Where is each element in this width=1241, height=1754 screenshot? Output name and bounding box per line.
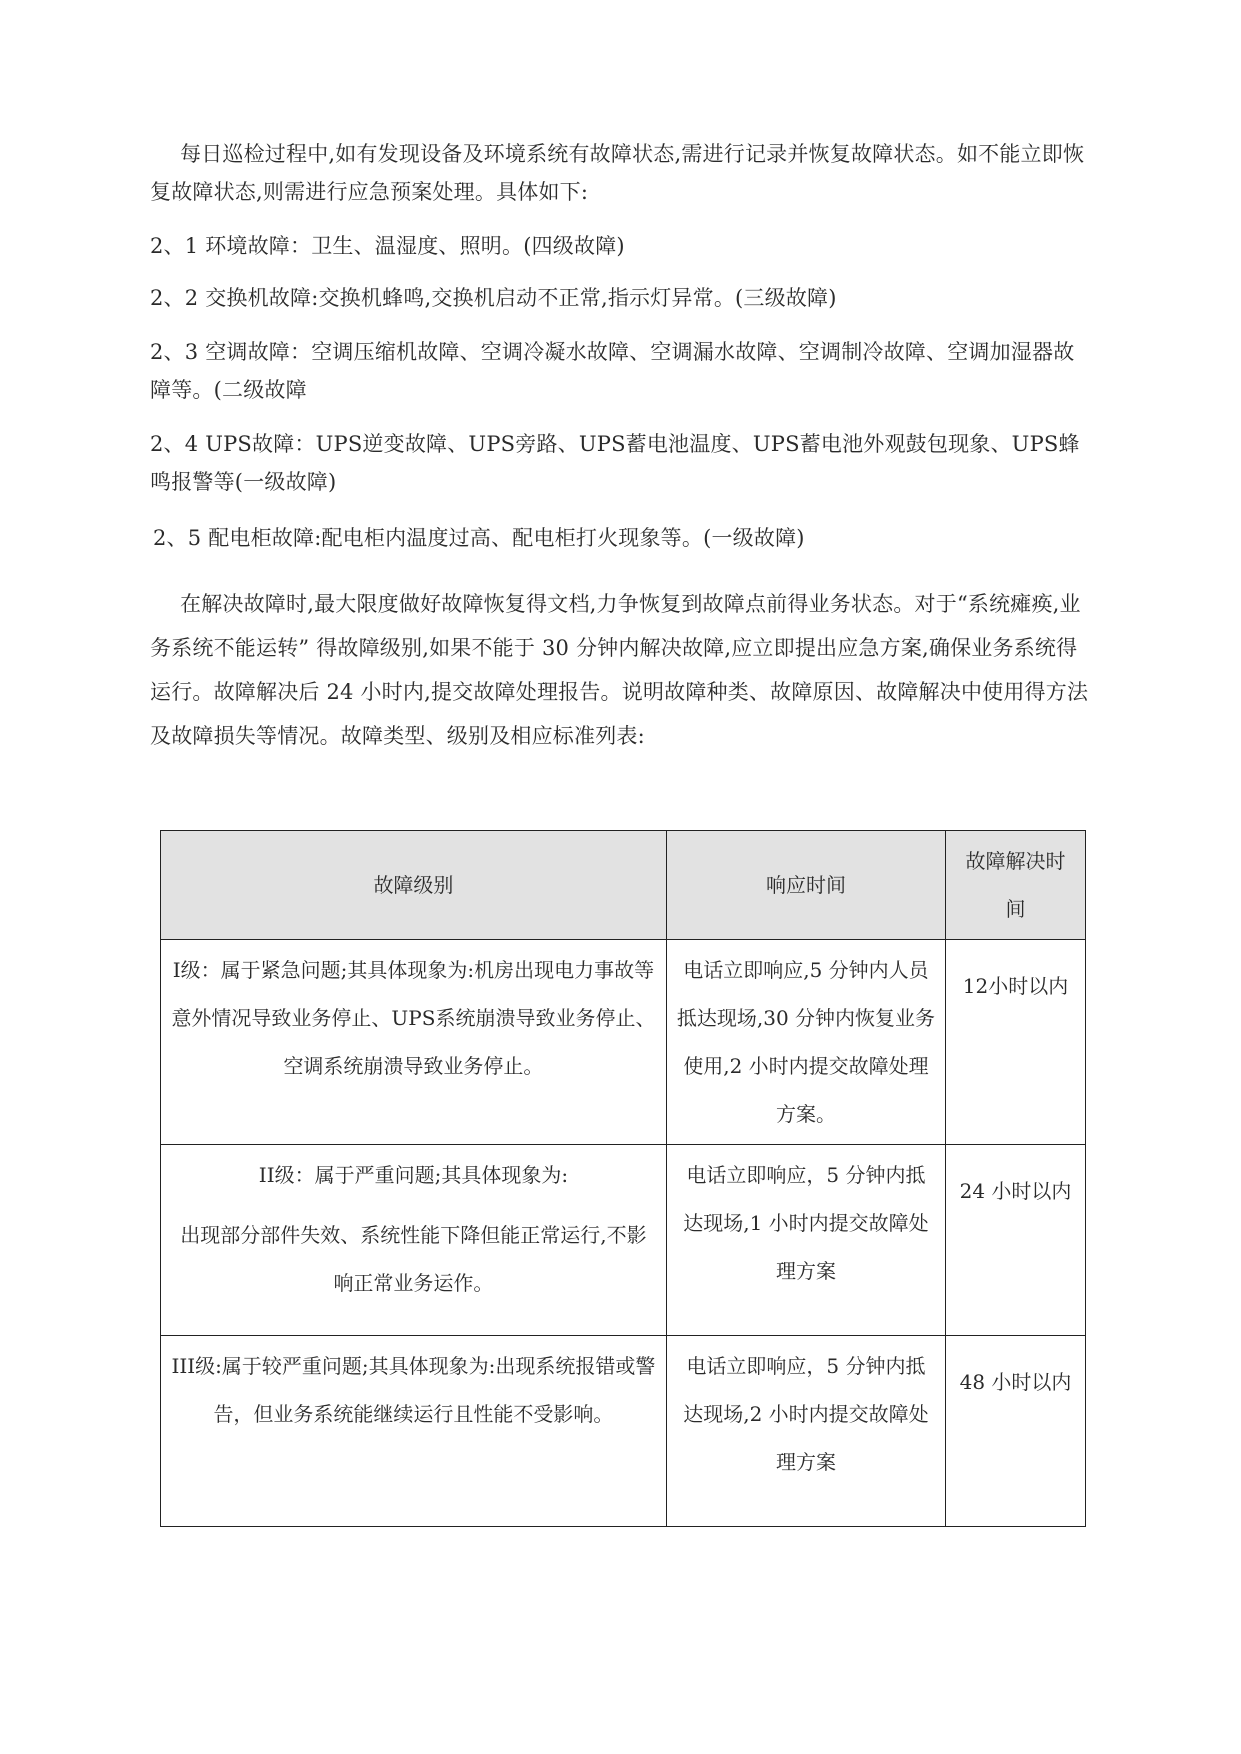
response-cell: 电话立即响应,5 分钟内人员抵达现场,30 分钟内恢复业务使用,2 小时内提交故障处理方案。 bbox=[666, 940, 945, 1145]
fault-item-aircon: 2、3 空调故障：空调压缩机故障、空调冷凝水故障、空调漏水故障、空调制冷故障、空调加湿器故障等。(二级故障 bbox=[150, 340, 1075, 402]
table-row bbox=[161, 1145, 1086, 1336]
resolve-time-cell bbox=[946, 1336, 1086, 1527]
level-cell: I级：属于紧急问题;其具体现象为:机房出现电力事故等意外情况导致业务停止、UPS系统崩溃导致业务停止、空调系统崩溃导致业务停止。 bbox=[161, 940, 667, 1145]
level-summary: II级：属于严重问题;其具体现象为: bbox=[258, 1163, 569, 1187]
fault-item-distribution-cabinet: 2、5 配电柜故障:配电柜内温度过高、配电柜打火现象等。(一级故障) bbox=[153, 526, 805, 550]
fault-level-table bbox=[160, 830, 1086, 1527]
resolve-time-text: 24 小时以内 bbox=[959, 1179, 1072, 1203]
resolve-time-cell bbox=[946, 940, 1086, 1145]
header-resolve-time: 故障解决时间 bbox=[946, 831, 1086, 940]
fault-item-environment: 2、1 环境故障：卫生、温湿度、照明。(四级故障) bbox=[150, 234, 625, 258]
intro-paragraph: 每日巡检过程中,如有发现设备及环境系统有故障状态,需进行记录并恢复故障状态。如不能立即恢复故障状态,则需进行应急预案处理。具体如下: bbox=[150, 142, 1085, 204]
level-cell: III级:属于较严重问题;其具体现象为:出现系统报错或警告，但业务系统能继续运行且性能不受影响。 bbox=[161, 1336, 667, 1527]
header-fault-level: 故障级别 bbox=[161, 831, 667, 940]
response-cell: 电话立即响应，5 分钟内抵达现场,1 小时内提交故障处理方案 bbox=[666, 1145, 945, 1336]
fault-item-ups: 2、4 UPS故障：UPS逆变故障、UPS旁路、UPS蓄电池温度、UPS蓄电池外观鼓包现象、UPS蜂鸣报警等(一级故障) bbox=[150, 432, 1080, 494]
resolve-time-text: 12小时以内 bbox=[962, 974, 1069, 998]
header-response-time: 响应时间 bbox=[666, 831, 945, 940]
response-cell: 电话立即响应，5 分钟内抵达现场,2 小时内提交故障处理方案 bbox=[666, 1336, 945, 1527]
table-row bbox=[161, 940, 1086, 1145]
fault-item-switch: 2、2 交换机故障:交换机蜂鸣,交换机启动不正常,指示灯异常。(三级故障) bbox=[150, 286, 837, 310]
table-row bbox=[161, 1336, 1086, 1527]
resolve-time-text: 48 小时以内 bbox=[959, 1370, 1072, 1394]
resolve-time-cell bbox=[946, 1145, 1086, 1336]
level-cell bbox=[161, 1145, 667, 1336]
table-header-row bbox=[161, 831, 1086, 940]
level-detail: 出现部分部件失效、系统性能下降但能正常运行,不影响正常业务运作。 bbox=[180, 1223, 647, 1295]
resolution-paragraph: 在解决故障时,最大限度做好故障恢复得文档,力争恢复到故障点前得业务状态。对于“系统瘫痪,业务系统不能运转” 得故障级别,如果不能于 30 分钟内解决故障,应立即提出应急方案,确保业务系统得运行。故障解决后 24 小时内,提交故障处理报告。说明故障种类、故障原因、故障解决中使用得方法及故障损失等情况。故障类型、级别及相应标准列表: bbox=[150, 592, 1089, 748]
